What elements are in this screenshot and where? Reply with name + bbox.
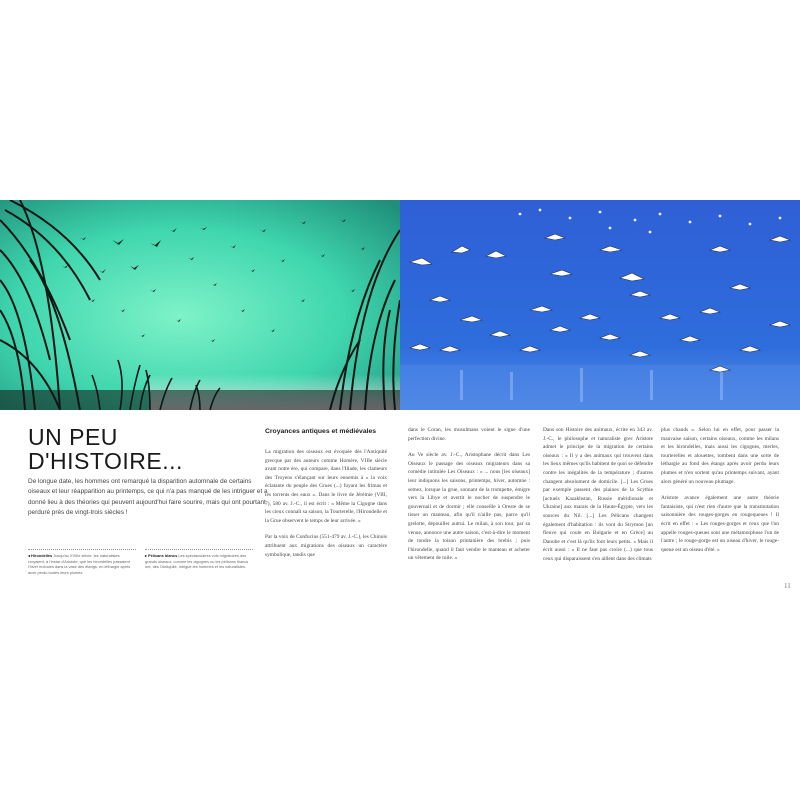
title-line-2: D'HISTOIRE... (28, 448, 183, 474)
paragraph: Dans son Histoire des animaux, écrite en 343 av. J.-C., le philosophe et naturaliste grec Aristote admet le principe de la migration de certains oiseaux : « Il y a des animaux qui trouvent dans les lieux mêmes qu'ils habitent de quoi se défendre contre les inégalités de la température ; d'autres changent absolument de domicile. [...] Les Grues par exemple passent des plaines de la Scythie [actuels Kazakhstan, Russie méridionale et Ukraine] aux marais de la Haute-Égypte, vers les sources du Nil. [...] Les Pélicans changent également d'habitation : ils vont du Strymon [un fleuve qui coule en Bulgarie et en Grèce] au Danube et c'est là qu'ils font leurs petits. » Mais il écrit aussi : « Il ne faut pas croire (...) que tous ceux qui disparaissent s'en aillent dans des climats (543, 427, 653, 562)
caption-text: Jusqu'au XVIIIe siècle, les naturalistes croyaient, à l'instar d'Aristote, que les hirondelles passaient l'hiver enfouies dans la vase des étangs, en léthargie après avoir perdu toutes leurs plumes. (28, 553, 131, 575)
paragraph: La migration des oiseaux est évoquée dès l'Antiquité grecque par des auteurs comme Homère, VIIIe siècle avant notre ère, qui compare, dans l'Iliade, les clameurs des Troyens s'élançant sur leurs ennemis à « la voix éclatante du peuple des Grues (...) fuyant les frimas et les torrents des eaux ». Dans le livre de Jérémie (VIII, 7), 580 av. J.-C., il est écrit : « Même la Cigogne dans les cieux connaît sa saison, la Tourterelle, l'Hirondelle et la Grue observent le temps de leur arrivée. » (265, 449, 387, 524)
caption-label: ▸ Pélicans blancs (145, 553, 178, 558)
paragraph: dans le Coran, les musulmans voient le signe d'une perfection divine. (408, 427, 530, 442)
text-column-2 (408, 426, 530, 571)
section-subhead: Croyances antiques et médiévales (265, 428, 377, 435)
text-column-4 (661, 426, 779, 562)
intro-paragraph: De longue date, les hommes ont remarqué la disparition automnale de certains oiseaux et leur réapparition au printemps, ce qui n'a pas manqué de les intriguer et a donné lieu à des théories qui peuvent aujourd'hui faire sourire, mais qui ont pourtant perduré près de vingt-trois siècles ! (28, 478, 268, 516)
title-line-1: UN PEU (28, 424, 118, 450)
page-title (28, 425, 183, 473)
caption-text: Les spectaculaires vols migratoires des grands oiseaux, comme les cigognes ou les pélicans blancs ont, dès l'Antiquité, intrigué les hommes et les naturalistes. (145, 553, 249, 570)
paragraph: Aristote avance également une autre théorie fantaisiste, qui n'est rien d'autre que la transmutation saisonnière des rouges-gorges en rougequeues ! Il écrit en effet : « Les rouges-gorges et ceux que l'on appelle rouges-queues sont une métamorphose l'un de l'autre ; le rouge-gorge est un oiseau d'hiver, le rouge-queue est un oiseau d'été. » (661, 495, 779, 553)
caption-pelicans (145, 549, 253, 570)
paragraph: Au Ve siècle av. J.-C., Aristophane décrit dans Les Oiseaux le passage des oiseaux migrateurs dans sa comédie intitulée Les Oiseaux : « ... nous [les oiseaux] leur indiquons les saisons, printemps, hiver, automne : semez, lorsque la grue, sonnant de la trompette, émigre vers la Libye et avertit le nocher de suspendre le gouvernail et de dormir ; elle conseille à Oreste de se tisser un manteau, afin qu'il n'aille pas, parce qu'il grelotte, dépouiller autrui. Le milan, à son tour, par sa venue, annonce une autre saison, c'est-à-dire le moment de tondre la toison printanière des brebis ; puis l'hirondelle, quand il faut vendre le manteau et acheter un vêtement de toile. » (408, 452, 530, 562)
caption-label: ◂ Hirondelles (28, 553, 53, 558)
text-column-3 (543, 426, 653, 572)
paragraph: Par la voix de Confucius (551-479 av. J.-C.), les Chinois attribuent aux migrations des oiseaux un caractère symbolique, tandis que (265, 534, 387, 558)
caption-swallows (28, 549, 136, 575)
paragraph: plus chauds ». Selon lui en effet, pour passer la mauvaise saison, certains oiseaux, comme les milans et les hirondelles, mais aussi les cigognes, merles, tourterelles et alouettes, tombent dans une sorte de léthargie au fond des étangs après avoir perdu leurs plumes et n'en sortent qu'au printemps suivant, ayant alors généré un nouveau plumage. (661, 427, 779, 485)
swallows-photo (0, 200, 400, 410)
text-column-1 (265, 448, 387, 567)
page-number: 11 (784, 582, 791, 590)
pelicans-photo (400, 200, 800, 410)
